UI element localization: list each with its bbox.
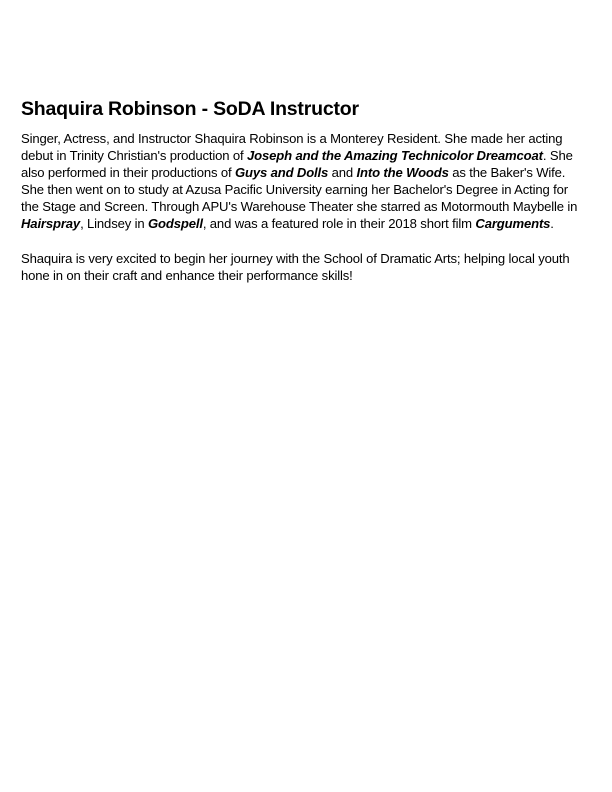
bio-text: as the Baker's Wife. She then went on to study at Azusa Pacific University earning her Bachelor's Degree in Acting for the Stage and Screen. Through APU's Warehouse Theater she starred as Motormouth Maybelle in	[21, 165, 578, 215]
bio-paragraph	[21, 130, 589, 233]
production-title: Hairspray	[21, 216, 81, 232]
bio-text: , Lindsey in	[80, 216, 148, 232]
bio-text: Singer, Actress, and Instructor Shaquira Robinson is a Monterey Resident. She made her acting debut in Trinity Christian's production of	[21, 131, 563, 164]
bio-text: and	[328, 165, 357, 181]
bio-text: . She also performed in their productions of	[21, 148, 573, 181]
production-title: Carguments	[475, 216, 551, 232]
page-title: Shaquira Robinson - SoDA Instructor	[21, 98, 359, 120]
document-page	[21, 96, 589, 284]
production-title: Godspell	[148, 216, 203, 232]
production-title: Joseph and the Amazing Technicolor Dreamcoat	[247, 148, 543, 164]
production-title: Guys and Dolls	[234, 165, 329, 181]
bio-text: .	[550, 216, 554, 232]
production-title: Into the Woods	[356, 165, 449, 181]
bio-text: , and was a featured role in their 2018 short film	[202, 216, 476, 232]
closing-paragraph: Shaquira is very excited to begin her journey with the School of Dramatic Arts; helping local youth hone in on their craft and enhance their performance skills!	[21, 250, 570, 283]
